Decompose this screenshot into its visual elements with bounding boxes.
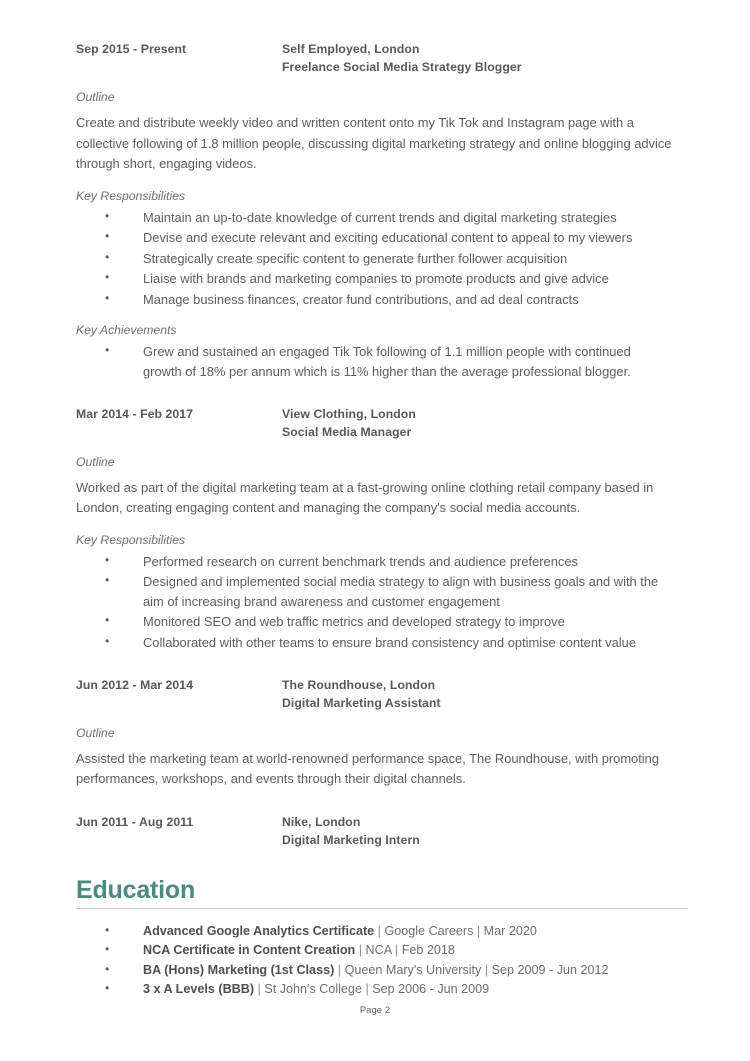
list-item bbox=[76, 922, 672, 941]
education-institution: Queen Mary's University bbox=[344, 962, 482, 977]
education-separator: | bbox=[254, 982, 265, 997]
education-qualification: BA (Hons) Marketing (1st Class) bbox=[143, 962, 335, 977]
education-qualification: NCA Certificate in Content Creation bbox=[143, 943, 356, 958]
experience-company: Nike, London bbox=[282, 814, 361, 829]
list-item: • Devise and execute relevant and exciting educational content to appeal to my viewers bbox=[76, 228, 672, 248]
responsibilities-list bbox=[76, 552, 672, 653]
experience-entry bbox=[76, 813, 672, 849]
experience-title-block bbox=[282, 40, 672, 76]
education-date: Mar 2020 bbox=[483, 923, 537, 938]
page-footer: Page 2 bbox=[359, 1004, 391, 1015]
outline-text: Create and distribute weekly video and written content onto my Tik Tok and Instagram page with a collective following of 1.8 million people, discussing digital marketing strategy and online blogging advice through short, engaging videos. bbox=[76, 115, 672, 171]
education-date: Sep 2009 - Jun 2012 bbox=[491, 962, 609, 977]
list-item: • Manage business finances, creator fund contributions, and ad deal contracts bbox=[76, 290, 672, 310]
experience-entry bbox=[76, 40, 672, 382]
experience-dates: Sep 2015 - Present bbox=[76, 42, 187, 56]
experience-entry-header bbox=[76, 676, 672, 712]
education-separator: | bbox=[481, 962, 492, 977]
experience-company: View Clothing, London bbox=[282, 406, 416, 421]
list-item: • Grew and sustained an engaged Tik Tok following of 1.1 million people with continued growth of 18% per annum which is 11% higher than the average professional blogger. bbox=[76, 342, 672, 381]
responsibilities-list bbox=[76, 208, 672, 310]
experience-entry bbox=[76, 676, 672, 790]
education-institution: St John's College bbox=[264, 982, 362, 997]
education-list bbox=[76, 922, 672, 999]
list-item: • Monitored SEO and web traffic metrics and developed strategy to improve bbox=[76, 612, 672, 632]
experience-role: Digital Marketing Intern bbox=[282, 832, 420, 847]
experience-title-block bbox=[282, 676, 672, 712]
outline-label: Outline bbox=[76, 90, 115, 104]
list-item: • Maintain an up-to-date knowledge of current trends and digital marketing strategies bbox=[76, 208, 672, 228]
outline-label: Outline bbox=[76, 454, 115, 469]
list-item bbox=[76, 980, 672, 999]
outline-label: Outline bbox=[76, 725, 115, 740]
list-item bbox=[76, 961, 672, 980]
experience-dates: Jun 2011 - Aug 2011 bbox=[76, 814, 194, 829]
experience-entry-header bbox=[76, 40, 672, 76]
experience-role: Freelance Social Media Strategy Blogger bbox=[282, 60, 522, 74]
outline-text: Assisted the marketing team at world-renowned performance space, The Roundhouse, with promoting performances, workshops, and events through their digital channels. bbox=[76, 750, 660, 787]
education-institution: Google Careers bbox=[384, 923, 474, 938]
experience-dates: Mar 2014 - Feb 2017 bbox=[76, 406, 194, 421]
education-separator: | bbox=[473, 923, 484, 938]
achievements-list bbox=[76, 342, 672, 381]
education-date: Sep 2006 - Jun 2009 bbox=[372, 982, 490, 997]
section-divider bbox=[76, 908, 688, 909]
achievements-label: Key Achievements bbox=[76, 323, 177, 338]
experience-company: The Roundhouse, London bbox=[282, 677, 436, 692]
experience-role: Social Media Manager bbox=[282, 424, 412, 439]
responsibilities-label: Key Responsibilities bbox=[76, 532, 186, 547]
education-separator: | bbox=[355, 943, 366, 958]
experience-role: Digital Marketing Assistant bbox=[282, 695, 441, 710]
education-separator: | bbox=[391, 943, 402, 958]
education-qualification: Advanced Google Analytics Certificate bbox=[143, 923, 375, 938]
list-item bbox=[76, 941, 672, 960]
experience-dates: Jun 2012 - Mar 2014 bbox=[76, 677, 194, 692]
list-item: • Liaise with brands and marketing companies to promote products and give advice bbox=[76, 269, 672, 289]
experience-entry-header bbox=[76, 813, 672, 849]
list-item: • Strategically create specific content to generate further follower acquisition bbox=[76, 249, 672, 269]
education-institution: NCA bbox=[365, 943, 392, 958]
experience-title-block bbox=[282, 405, 672, 441]
list-item: • Designed and implemented social media strategy to align with business goals and with the aim of increasing brand awareness and customer engagement bbox=[76, 572, 672, 611]
experience-company: Self Employed, London bbox=[282, 42, 420, 56]
experience-entry-header bbox=[76, 405, 672, 441]
list-item: • Collaborated with other teams to ensure brand consistency and optimise content value bbox=[76, 633, 672, 653]
page-content bbox=[76, 40, 672, 999]
education-date: Feb 2018 bbox=[401, 943, 455, 958]
education-separator: | bbox=[374, 923, 385, 938]
experience-entry bbox=[76, 405, 672, 653]
section-heading-education: Education bbox=[76, 875, 196, 904]
responsibilities-label: Key Responsibilities bbox=[76, 188, 186, 203]
education-separator: | bbox=[361, 982, 373, 997]
experience-title-block bbox=[282, 813, 672, 849]
education-separator: | bbox=[334, 962, 345, 977]
education-qualification: 3 x A Levels (BBB) bbox=[143, 982, 255, 997]
education-section bbox=[76, 875, 672, 999]
outline-text: Worked as part of the digital marketing team at a fast-growing online clothing retail company based in London, creating engaging content and managing the company's social media accounts. bbox=[76, 479, 654, 516]
list-item: • Performed research on current benchmark trends and audience preferences bbox=[76, 552, 672, 572]
